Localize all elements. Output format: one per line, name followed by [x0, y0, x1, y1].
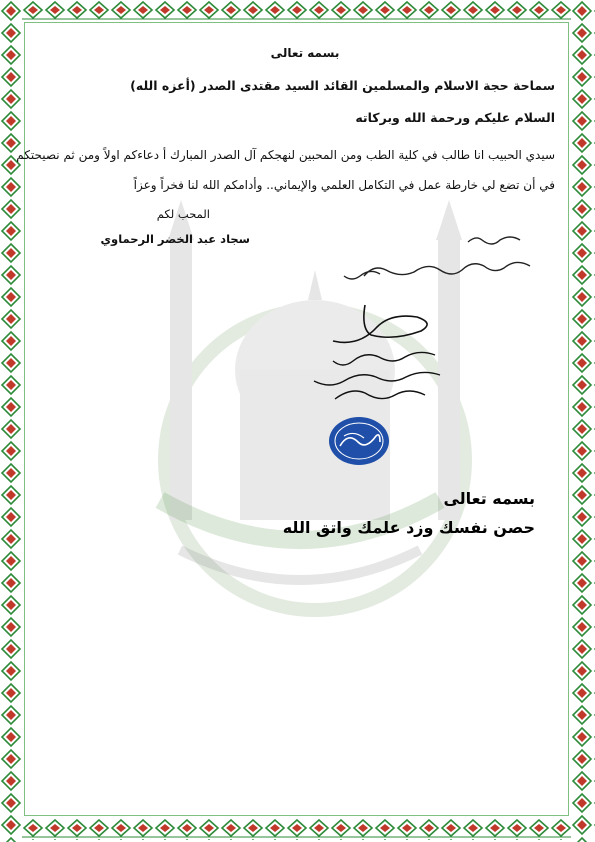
official-seal-icon	[328, 416, 390, 466]
signature-icon	[295, 295, 450, 410]
letter-sender-name: سجاد عبد الخضر الرحماوي	[100, 232, 250, 246]
reply-body: حصن نفسك وزد علمك واتق الله	[282, 518, 535, 537]
letter-address: سماحة حجة الاسلام والمسلمين القائد السيد مقتدى الصدر (أعزه الله)	[130, 78, 555, 93]
border-left-ornament	[0, 0, 22, 842]
letter-greeting: السلام عليكم ورحمة الله وبركاته	[355, 110, 555, 125]
border-right-ornament	[571, 0, 595, 842]
border-bottom-ornament	[0, 818, 595, 840]
letter-body-line-1: سيدي الحبيب انا طالب في كلية الطب ومن المحبين لنهجكم آل الصدر المبارك أ دعاءكم اولاً ومن ثم نصيحتكم	[16, 148, 555, 162]
handwritten-reply-icon	[320, 228, 550, 288]
reply-title: بسمه تعالى	[443, 489, 535, 508]
letter-basmala: بسمه تعالى	[270, 46, 340, 60]
border-top-ornament	[0, 0, 595, 20]
letter-closing: المحب لكم	[156, 207, 210, 221]
letter-body-line-2: في أن تضع لي خارطة عمل في التكامل العلمي والإيماني.. وأدامكم الله لنا فخراً وعزاً	[133, 178, 555, 192]
